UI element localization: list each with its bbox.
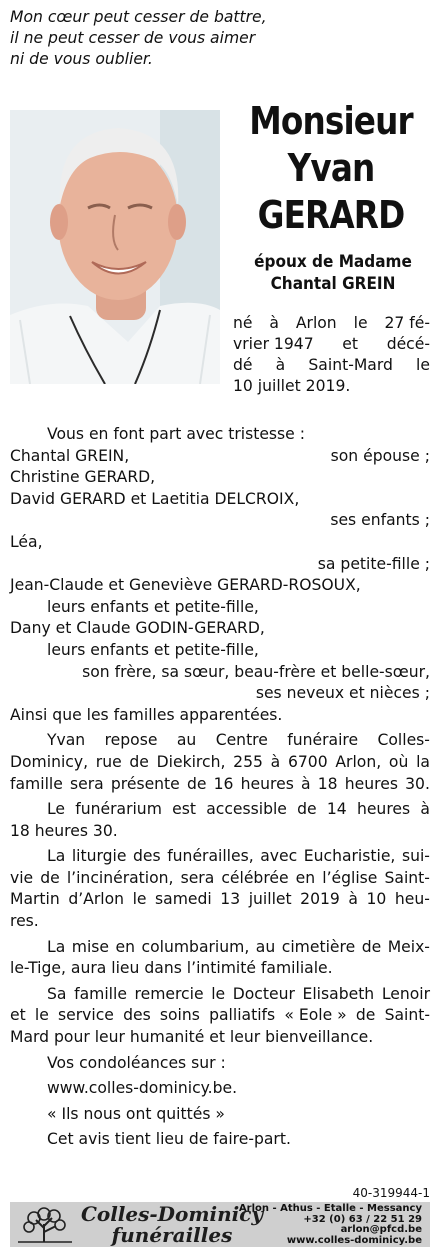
justified-line: Dominicy, rue de Diekirch, 255 à 6700 Arlon, où la [10,752,430,771]
brand-tagline: funérailles [111,1223,233,1247]
family-role: sa petite-fille ; [317,554,430,573]
announcement-body [10,424,430,1151]
paragraph-line: 18 heures 30. [10,821,118,840]
family-role: ses neveux et nièces ; [255,684,430,703]
spouse-line: époux de Madame [254,252,412,272]
justified-line: Le funérarium est accessible de 14 heures à [47,800,430,819]
paragraph-columbarium [10,937,430,980]
families-line: Ainsi que les familles apparentées. [10,705,283,724]
born-line: 10 juillet 2019. [233,377,351,395]
paragraph-line: res. [10,912,39,931]
portrait-photo [10,110,220,384]
intro-line: Vous en font part avec tristesse : [47,425,305,443]
family-member: Dany et Claude GODIN-GERARD, [10,619,265,638]
title-honorific: Monsieur [249,99,413,143]
justified-line: Yvan repose au Centre funéraire Colles- [47,731,430,750]
contact-website[interactable]: www.colles-dominicy.be [286,1234,422,1246]
born-line: dé à Saint-Mard le [233,356,430,374]
spouse-subtitle [246,251,421,295]
born-line: né à Arlon le 27 fé- [233,314,430,332]
justified-line: vie de l’incinération, sera célébrée en l’église Saint- [10,868,430,887]
reference-number: 40-319944-1 [352,1186,430,1200]
family-row [10,446,430,468]
birth-death-details [233,313,430,397]
family-role: son frère, sa sœur, beau-frère et belle-sœur, [82,662,430,681]
brand-name: Colles-Dominicy [80,1202,264,1226]
family-sub: leurs enfants et petite-fille, [47,640,259,659]
paragraph-liturgie [10,846,430,932]
faire-part-line: Cet avis tient lieu de faire-part. [47,1130,291,1149]
family-member: Jean-Claude et Geneviève GERARD-ROSOUX, [10,576,361,595]
poem-line: ni de vous oublier. [10,50,153,68]
poem-line: Mon cœur peut cesser de battre, [10,8,267,26]
paragraph-repose [10,730,430,795]
family-role: son épouse ; [330,446,430,465]
paragraph-thanks [10,984,430,1049]
family-role: ses enfants ; [330,511,430,530]
title-first-name: Yvan [287,146,375,190]
paragraph-line: le-Tige, aura lieu dans l’intimité familiale. [10,959,333,978]
contact-phone[interactable]: +32 (0) 63 / 22 51 29 [303,1213,422,1225]
title-last-name: GERARD [257,193,405,237]
justified-line: Martin d’Arlon le samedi 13 juillet 2019 à 10 heu- [10,890,430,909]
contact-email[interactable]: arlon@pfcd.be [340,1224,422,1236]
quote-line: « Ils nous ont quittés » [47,1104,225,1123]
family-member: David GERARD et Laetitia DELCROIX, [10,489,300,508]
funeral-home-contact [239,1204,422,1246]
justified-line: La mise en columbarium, au cimetière de Meix- [47,937,430,956]
spouse-line: Chantal GREIN [270,274,396,294]
epitaph-poem [10,7,310,70]
paragraph-line: Mard pour leur humanité et leur bienveillance. [10,1028,374,1047]
tree-icon [16,1206,76,1244]
born-line: vrier 1947 et décé- [233,335,430,353]
family-member: Chantal GREIN, [10,446,130,465]
poem-line: il ne peut cesser de vous aimer [10,29,256,47]
family-member: Christine GERARD, [10,468,156,487]
justified-line: et le service des soins palliatifs « Eole » de Saint- [10,1006,430,1025]
justified-line: La liturgie des funérailles, avec Eucharistie, sui- [47,847,430,866]
paragraph-funerarium [10,799,430,842]
justified-line: famille sera présente de 16 heures à 18 heures 30. [10,774,430,793]
justified-line: Sa famille remercie le Docteur Elisabeth Lenoir [47,984,430,1003]
deceased-name-heading [242,98,419,239]
family-member: Léa, [10,532,43,551]
contact-towns: Arlon - Athus - Etalle - Messancy [238,1203,422,1214]
family-sub: leurs enfants et petite-fille, [47,597,259,616]
website-link[interactable]: www.colles-dominicy.be. [47,1079,238,1098]
funeral-home-banner [10,1202,430,1247]
condoleances-line: Vos condoléances sur : [47,1053,226,1072]
